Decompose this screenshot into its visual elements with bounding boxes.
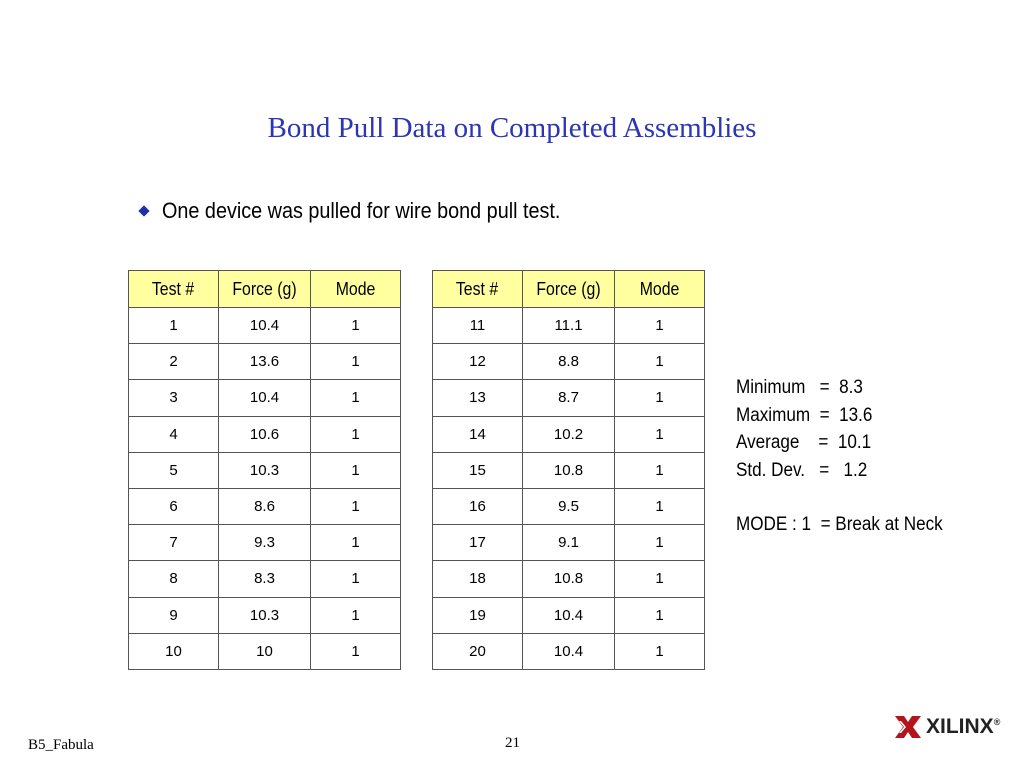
cell-test-number: 13 [433,380,523,416]
xilinx-logo [893,714,1000,740]
table-row [129,380,705,416]
cell-force: 10.4 [219,308,311,344]
cell-mode: 1 [615,416,705,452]
cell-force: 10.3 [219,452,311,488]
cell-force: 10.8 [523,452,615,488]
xilinx-mark-icon [893,714,923,740]
cell-test-number: 18 [433,561,523,597]
cell-mode: 1 [311,344,401,380]
stat-average: Average = 10.1 [736,432,872,453]
table-gap [401,597,433,633]
table-row [129,597,705,633]
cell-test-number: 15 [433,452,523,488]
cell-mode: 1 [615,308,705,344]
cell-test-number: 20 [433,633,523,669]
header-mode: Mode [615,271,705,308]
table-row [129,488,705,524]
cell-mode: 1 [615,561,705,597]
table-gap [401,271,433,308]
cell-mode: 1 [311,597,401,633]
table-row [129,344,705,380]
cell-test-number: 9 [129,597,219,633]
table-row [129,633,705,669]
cell-force: 10.4 [523,597,615,633]
cell-mode: 1 [615,344,705,380]
cell-mode: 1 [311,561,401,597]
table-row [129,416,705,452]
header-test-number: Test # [433,271,523,308]
table-header-row [129,271,705,308]
stat-maximum: Maximum = 13.6 [736,404,873,426]
table-row [129,452,705,488]
cell-test-number: 10 [129,633,219,669]
diamond-bullet-icon [138,205,149,216]
cell-test-number: 12 [433,344,523,380]
cell-force: 9.5 [523,488,615,524]
cell-force: 10.8 [523,561,615,597]
cell-mode: 1 [311,308,401,344]
table-row [129,308,705,344]
cell-test-number: 17 [433,525,523,561]
footer-author: B5_Fabula [28,737,94,753]
cell-test-number: 5 [129,452,219,488]
table-row [129,561,705,597]
cell-test-number: 19 [433,597,523,633]
header-test-number: Test # [129,271,219,308]
bullet-text: One device was pulled for wire bond pull test. [162,198,561,223]
cell-test-number: 16 [433,488,523,524]
cell-mode: 1 [615,452,705,488]
cell-mode: 1 [311,452,401,488]
bond-pull-table [128,270,705,670]
stat-std-dev: Std. Dev. = 1.2 [736,459,868,481]
cell-force: 8.6 [219,488,311,524]
header-mode: Mode [311,271,401,308]
stat-minimum: Minimum = 8.3 [736,377,863,398]
cell-mode: 1 [615,597,705,633]
cell-test-number: 6 [129,488,219,524]
cell-test-number: 4 [129,416,219,452]
cell-force: 10.4 [219,380,311,416]
cell-force: 8.7 [523,380,615,416]
table-gap [401,308,433,344]
cell-mode: 1 [311,416,401,452]
cell-force: 10.3 [219,597,311,633]
table-gap [401,416,433,452]
cell-force: 8.8 [523,344,615,380]
slide-title: Bond Pull Data on Completed Assemblies [267,112,757,144]
logo-wordmark: XILINX® [926,715,1001,738]
cell-force: 9.3 [219,525,311,561]
cell-test-number: 7 [129,525,219,561]
table-gap [401,488,433,524]
header-force: Force (g) [219,271,311,308]
cell-mode: 1 [311,488,401,524]
statistics-summary [736,374,966,539]
cell-test-number: 8 [129,561,219,597]
cell-mode: 1 [311,380,401,416]
cell-test-number: 11 [433,308,523,344]
cell-mode: 1 [311,633,401,669]
cell-mode: 1 [615,488,705,524]
table-gap [401,561,433,597]
cell-mode: 1 [615,525,705,561]
cell-test-number: 1 [129,308,219,344]
cell-force: 10.2 [523,416,615,452]
cell-mode: 1 [615,380,705,416]
table-gap [401,344,433,380]
cell-force: 13.6 [219,344,311,380]
cell-force: 10.6 [219,416,311,452]
cell-force: 9.1 [523,525,615,561]
mode-legend: MODE : 1 = Break at Neck [736,514,943,535]
page-number: 21 [505,735,520,751]
cell-force: 11.1 [523,308,615,344]
table-gap [401,452,433,488]
cell-mode: 1 [615,633,705,669]
table-row [129,525,705,561]
cell-force: 10 [219,633,311,669]
cell-test-number: 14 [433,416,523,452]
cell-force: 10.4 [523,633,615,669]
table-gap [401,633,433,669]
table-gap [401,380,433,416]
cell-force: 8.3 [219,561,311,597]
cell-test-number: 3 [129,380,219,416]
header-force: Force (g) [523,271,615,308]
bullet-item [140,198,605,224]
table-gap [401,525,433,561]
cell-test-number: 2 [129,344,219,380]
cell-mode: 1 [311,525,401,561]
